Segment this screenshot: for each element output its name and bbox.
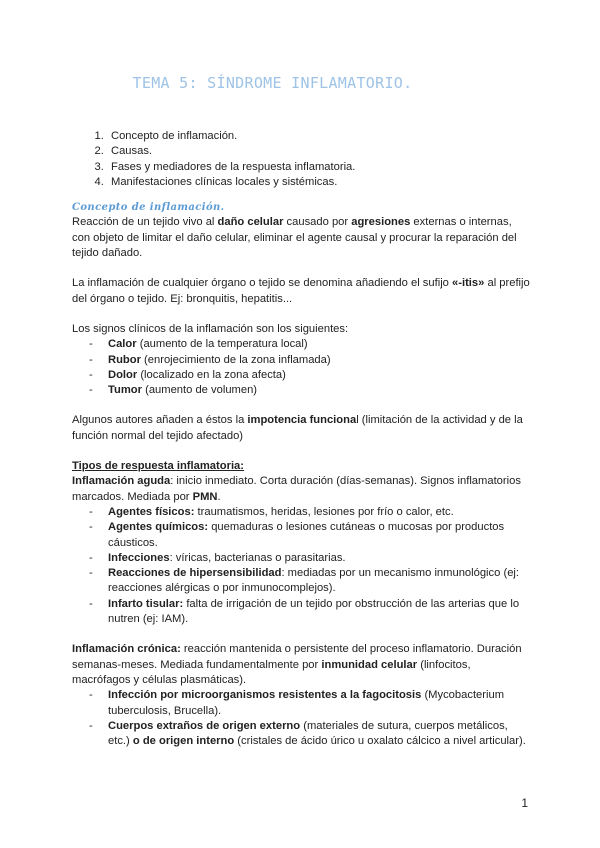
list-item: - Infección por microorganismos resistentes a la fagocitosis (Mycobacterium tuberculosis, Brucella).: [72, 688, 532, 719]
page-number: 1: [521, 796, 528, 810]
list-item: - Rubor (enrojecimiento de la zona inflamada): [72, 353, 532, 368]
acute-paragraph: Inflamación aguda: inicio inmediato. Corta duración (días-semanas). Signos inflamatorios marcados. Mediada por PMN.: [72, 475, 521, 503]
list-item: - Reacciones de hipersensibilidad: mediadas por un mecanismo inmunológico (ej: reacciones alérgicas o por inmunocomplejos).: [72, 566, 532, 597]
section-heading: Concepto de inflamación.: [72, 202, 225, 214]
toc-item: 1. Concepto de inflamación.: [107, 129, 532, 144]
list-item: - Calor (aumento de la temperatura local): [72, 337, 532, 352]
list-item: - Cuerpos extraños de origen externo (materiales de sutura, cuerpos metálicos, etc.) o de origen interno (cristales de ácido úrico u oxalato cálcico a nivel articular).: [72, 719, 532, 750]
list-item: - Agentes químicos: quemaduras o lesiones cutáneas o mucosas por productos cáusticos.: [72, 520, 532, 551]
toc-item: 4. Manifestaciones clínicas locales y sistémicas.: [107, 175, 532, 190]
chronic-paragraph: Inflamación crónica: reacción mantenida o persistente del proceso inflamatorio. Duración semanas-meses. Mediada fundamentalmente por inmunidad celular (linfocitos, macrófagos y células plasmáticas).: [72, 643, 522, 686]
list-item: - Infarto tisular: falta de irrigación de un tejido por obstrucción de las arterias que lo nutren (ej: IAM).: [72, 597, 532, 628]
toc-item: 2. Causas.: [107, 144, 532, 159]
list-item: - Infecciones: víricas, bacterianas o parasitarias.: [72, 551, 532, 566]
list-item: - Dolor (localizado en la zona afecta): [72, 368, 532, 383]
page-title: TEMA 5: SÍNDROME INFLAMATORIO.: [132, 74, 413, 92]
table-of-contents: [72, 129, 532, 190]
suffix-paragraph: La inflamación de cualquier órgano o tejido se denomina añadiendo el sufijo «-itis» al prefijo del órgano o tejido. Ej: bronquitis, hepatitis...: [72, 277, 530, 305]
definition-paragraph: Reacción de un tejido vivo al daño celular causado por agresiones externas o internas, con objeto de limitar el daño celular, eliminar el agente causal y procurar la reparación del tejido dañado.: [72, 216, 517, 260]
toc-item: 3. Fases y mediadores de la respuesta inflamatoria.: [107, 160, 532, 175]
signs-list: [72, 337, 532, 398]
signs-intro: Los signos clínicos de la inflamación son los siguientes:: [72, 322, 349, 335]
list-item: - Tumor (aumento de volumen): [72, 383, 532, 398]
list-item: - Agentes físicos: traumatismos, heridas, lesiones por frío o calor, etc.: [72, 505, 532, 520]
document-body: [72, 129, 532, 749]
chronic-causes-list: [72, 688, 532, 749]
acute-causes-list: [72, 505, 532, 627]
functional-impairment-paragraph: Algunos autores añaden a éstos la impotencia funcional (limitación de la actividad y de la función normal del tejido afectado): [72, 414, 523, 442]
types-heading: Tipos de respuesta inflamatoria:: [72, 460, 245, 473]
